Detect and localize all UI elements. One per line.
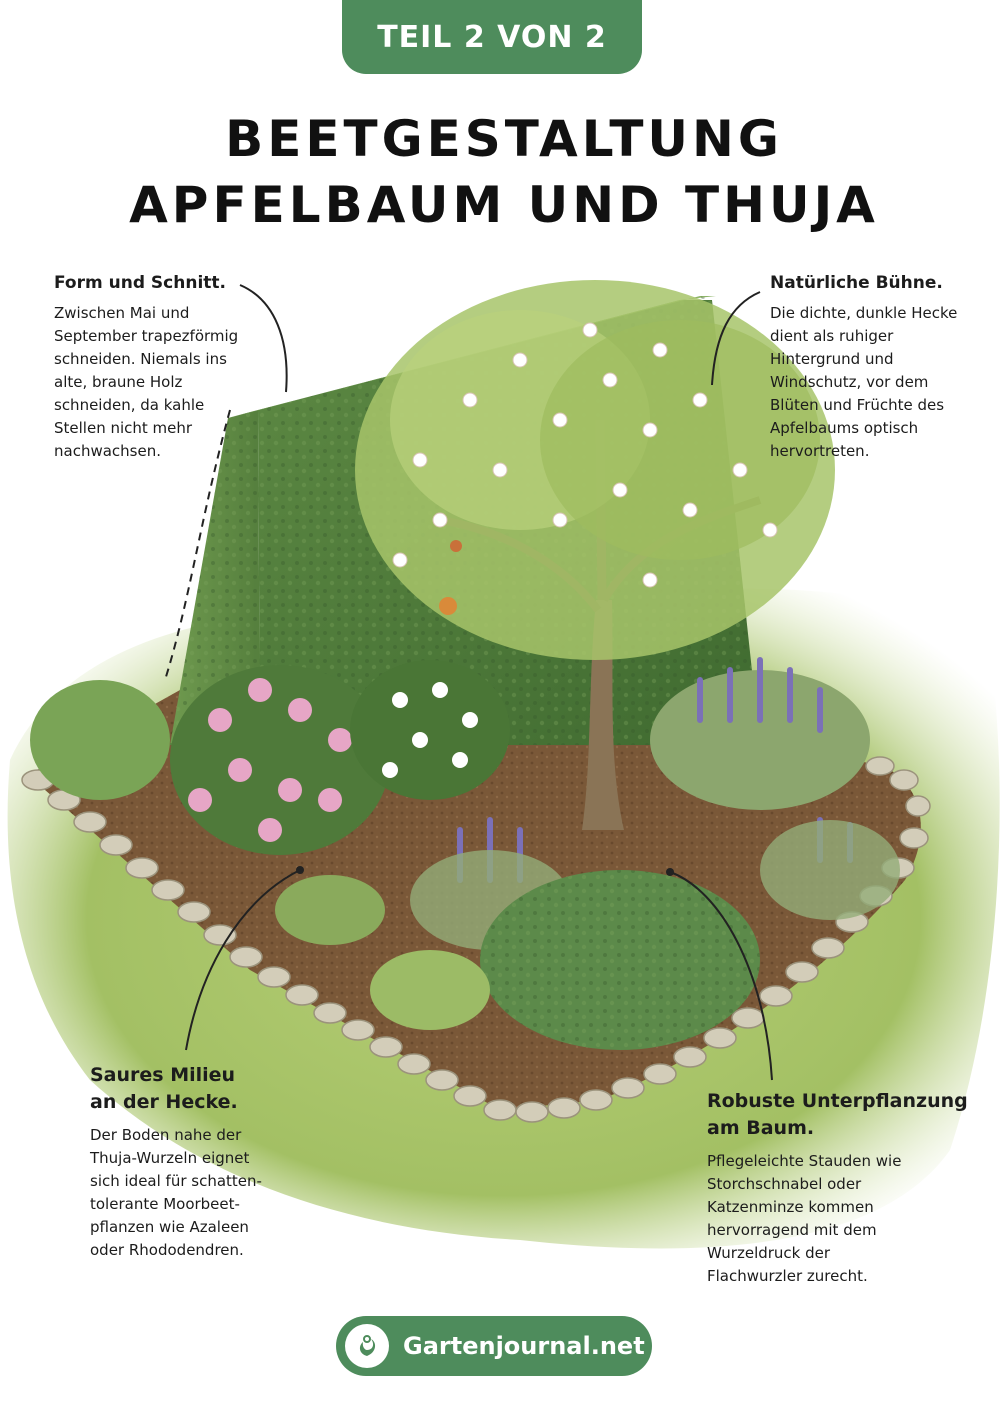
white-flowering-shrub <box>350 660 510 800</box>
callout-form-text: Zwischen Mai und September trapezförmig schneiden. Niemals ins alte, braune Holz schneiden, da kahle Stellen nicht mehr nachwachsen. <box>54 304 239 460</box>
page-title-line-2: APFELBAUM UND THUJA <box>129 176 879 234</box>
left-small-shrub <box>30 680 170 800</box>
callout-form-und-schnitt <box>54 272 304 463</box>
callout-robuste-unterpflanzung <box>707 1088 977 1288</box>
leaf-logo-icon <box>345 1324 389 1368</box>
callout-buehne-heading: Natürliche Bühne. <box>770 273 943 293</box>
brand-pill[interactable] <box>336 1316 652 1376</box>
callout-natuerliche-buehne <box>770 272 1000 463</box>
rhododendron-shrub <box>170 665 390 855</box>
callout-milieu-heading-line1: Saures Milieu <box>90 1064 236 1086</box>
part-badge-label: TEIL 2 VON 2 <box>377 19 607 55</box>
callout-unterpflanzung-heading-line1: Robuste Unterpflanzung <box>707 1090 968 1112</box>
brand-name: Gartenjournal.net <box>403 1332 645 1360</box>
callout-saures-milieu <box>90 1062 330 1262</box>
callout-buehne-text: Die dichte, dunkle Hecke dient als ruhiger Hintergrund und Windschutz, vor dem Blüten und Früchte des Apfelbaums optisch hervortreten. <box>770 304 958 460</box>
callout-milieu-text: Der Boden nahe der Thuja-Wurzeln eignet sich ideal für schatten- tolerante Moorbeet- pflanzen wie Azaleen oder Rhododendren. <box>90 1126 262 1259</box>
callout-unterpflanzung-heading-line2: am Baum. <box>707 1117 815 1139</box>
callout-form-heading: Form und Schnitt. <box>54 273 226 293</box>
callout-milieu-heading-line2: an der Hecke. <box>90 1091 238 1113</box>
page-title-line-1: BEETGESTALTUNG <box>225 110 783 168</box>
callout-milieu-heading <box>90 1062 330 1116</box>
callout-unterpflanzung-heading <box>707 1088 977 1142</box>
callout-unterpflanzung-text: Pflegeleichte Stauden wie Storchschnabel oder Katzenminze kommen hervorragend mit dem Wurzeldruck der Flachwurzler zurecht. <box>707 1152 902 1285</box>
